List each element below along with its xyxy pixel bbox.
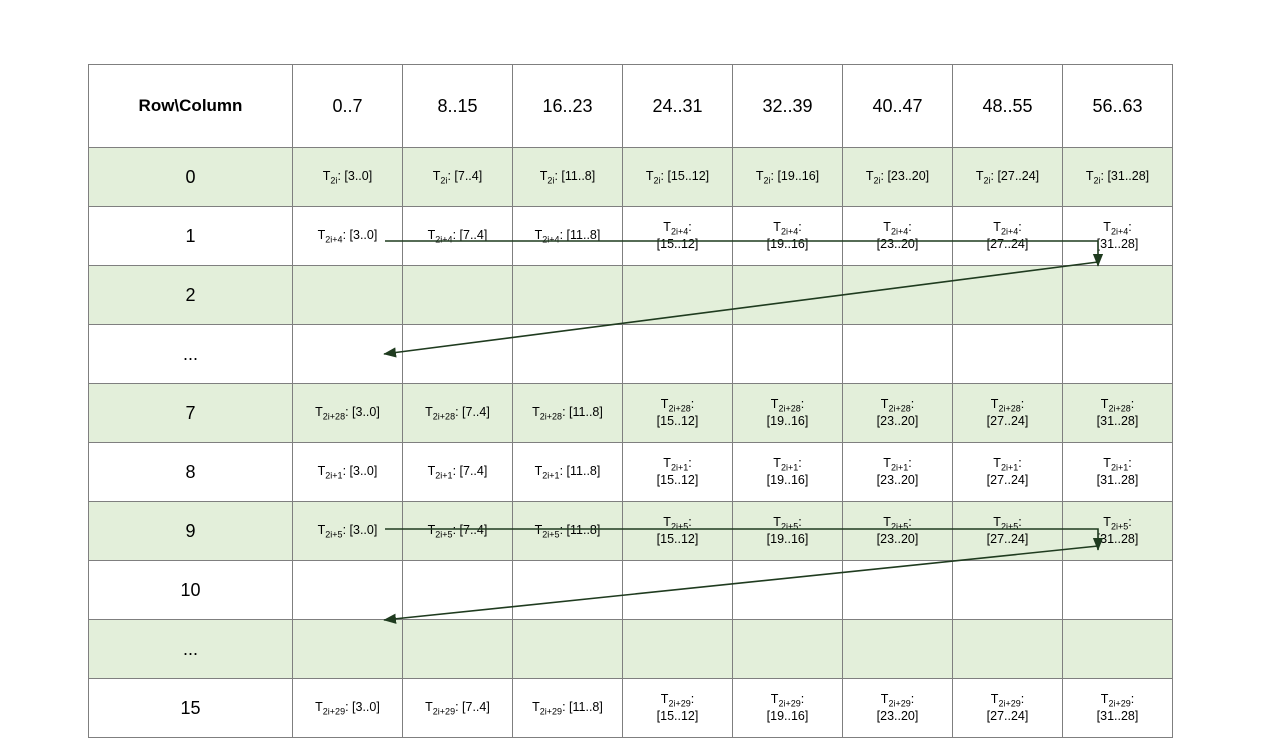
cell-subscript: 2i: [983, 175, 991, 186]
cell-subscript: 2i+29: [778, 698, 801, 709]
cell-symbol: $T_{2i+4}$:: [427, 227, 457, 245]
cell-symbol: $T_{2i+29}$:: [770, 692, 805, 709]
matrix-cell: [733, 502, 843, 561]
cell-line-1: [956, 397, 1059, 414]
cell-subscript: 2i+29: [539, 706, 563, 717]
cell-symbol: $T_{2i}$:: [645, 168, 664, 186]
cell-subscript: 2i+1: [435, 470, 453, 481]
cell-symbol: $T_{2i}$:: [1085, 168, 1104, 186]
cell-line-1: [846, 692, 949, 709]
matrix-cell: [953, 443, 1063, 502]
matrix-cell: $T_{2i+29}$: [3..0]: [293, 679, 403, 738]
cell-subscript: 2i+5: [542, 529, 560, 540]
cell-symbol: $T_{2i}$:: [432, 168, 451, 186]
cell-symbol: $T_{2i+4}$:: [773, 220, 802, 237]
matrix-cell: $T_{2i+28}$: [11..8]: [513, 384, 623, 443]
cell-symbol: $T_{2i}$:: [539, 168, 558, 186]
cell-symbol: $T_{2i+28}$:: [425, 404, 459, 422]
matrix-cell: [1063, 443, 1173, 502]
row-label: 2: [89, 266, 293, 325]
cell-symbol: $T_{2i+1}$:: [773, 456, 802, 473]
cell-symbol: $T_{2i+1}$:: [427, 463, 457, 481]
matrix-cell-empty: [293, 620, 403, 679]
row-label: 8: [89, 443, 293, 502]
cell-line-2: [15..12]: [656, 473, 699, 488]
matrix-cell-empty: [733, 325, 843, 384]
cell-symbol: $T_{2i+5}$:: [534, 522, 564, 540]
cell-symbol: $T_{2i+1}$:: [883, 456, 912, 473]
cell-line-1: [626, 456, 729, 473]
header-col-5: 40..47: [843, 65, 953, 148]
cell-line-2: [15..12]: [656, 237, 699, 252]
cell-subscript: 2i+28: [539, 411, 563, 422]
matrix-cell: [623, 443, 733, 502]
cell-line-1: [956, 692, 1059, 709]
cell-symbol: $T_{2i}$:: [975, 168, 994, 186]
matrix-cell-empty: [733, 266, 843, 325]
cell-subscript: 2i+28: [668, 403, 691, 414]
cell-line-1: [1066, 456, 1169, 473]
matrix-cell: $T_{2i+29}$: [7..4]: [403, 679, 513, 738]
header-col-2: 16..23: [513, 65, 623, 148]
cell-subscript: 2i+4: [780, 226, 799, 237]
matrix-cell: [733, 207, 843, 266]
cell-subscript: 2i+29: [888, 698, 911, 709]
cell-line-1: [626, 692, 729, 709]
cell-subscript: 2i+29: [322, 706, 346, 717]
cell-subscript: 2i+4: [670, 226, 689, 237]
matrix-cell: $T_{2i}$: [27..24]: [953, 148, 1063, 207]
cell-subscript: 2i+4: [542, 234, 560, 245]
cell-line-2: [31..28]: [1096, 414, 1139, 429]
cell-line-1: [1066, 397, 1169, 414]
cell-line-2: [19..16]: [766, 414, 809, 429]
matrix-cell-empty: [403, 266, 513, 325]
cell-line-2: [23..20]: [876, 237, 919, 252]
cell-symbol: $T_{2i}$:: [322, 168, 341, 186]
table-row: [89, 207, 1173, 266]
cell-symbol: $T_{2i+5}$:: [773, 515, 802, 532]
cell-symbol: $T_{2i+1}$:: [534, 463, 564, 481]
matrix-cell: [843, 679, 953, 738]
cell-symbol: $T_{2i+28}$:: [315, 404, 349, 422]
matrix-cell-empty: [733, 620, 843, 679]
cell-line-1: [736, 220, 839, 237]
cell-line-2: [31..28]: [1096, 237, 1139, 252]
cell-symbol: $T_{2i+29}$:: [880, 692, 915, 709]
matrix-cell-empty: [513, 620, 623, 679]
cell-symbol: $T_{2i}$:: [755, 168, 774, 186]
matrix-cell: $T_{2i}$: [15..12]: [623, 148, 733, 207]
matrix-cell: [1063, 502, 1173, 561]
cell-line-1: [1066, 692, 1169, 709]
cell-subscript: 2i+28: [998, 403, 1021, 414]
matrix-cell: [733, 443, 843, 502]
cell-line-1: [626, 220, 729, 237]
cell-subscript: 2i+5: [670, 521, 689, 532]
cell-subscript: 2i+5: [780, 521, 799, 532]
cell-subscript: 2i: [547, 175, 555, 186]
cell-line-2: [27..24]: [986, 237, 1029, 252]
layout-matrix-table: [88, 64, 1173, 738]
cell-symbol: $T_{2i+5}$:: [427, 522, 457, 540]
cell-subscript: 2i: [873, 175, 881, 186]
cell-symbol: $T_{2i+28}$:: [990, 397, 1025, 414]
matrix-cell: $T_{2i}$: [7..4]: [403, 148, 513, 207]
cell-line-2: [23..20]: [876, 414, 919, 429]
matrix-cell-empty: [843, 561, 953, 620]
cell-subscript: 2i+5: [325, 529, 343, 540]
matrix-cell: $T_{2i+29}$: [11..8]: [513, 679, 623, 738]
matrix-cell-empty: [623, 266, 733, 325]
matrix-cell: [953, 679, 1063, 738]
cell-subscript: 2i: [763, 175, 771, 186]
table-row: [89, 443, 1173, 502]
cell-subscript: 2i+5: [1110, 521, 1129, 532]
header-col-3: 24..31: [623, 65, 733, 148]
matrix-cell-empty: [1063, 620, 1173, 679]
matrix-cell: [1063, 679, 1173, 738]
cell-line-1: [626, 397, 729, 414]
cell-line-2: [15..12]: [656, 414, 699, 429]
cell-line-2: [19..16]: [766, 473, 809, 488]
matrix-cell: $T_{2i}$: [23..20]: [843, 148, 953, 207]
cell-line-1: [1066, 220, 1169, 237]
row-label: 10: [89, 561, 293, 620]
matrix-cell: [953, 502, 1063, 561]
cell-symbol: $T_{2i+1}$:: [1103, 456, 1132, 473]
row-label: 7: [89, 384, 293, 443]
matrix-cell: [953, 384, 1063, 443]
matrix-cell: [623, 679, 733, 738]
cell-subscript: 2i+28: [778, 403, 801, 414]
header-col-7: 56..63: [1063, 65, 1173, 148]
matrix-cell: [1063, 207, 1173, 266]
cell-line-1: [736, 515, 839, 532]
cell-subscript: 2i+5: [435, 529, 453, 540]
matrix-cell-empty: [293, 266, 403, 325]
matrix-cell-empty: [843, 620, 953, 679]
table-header: [89, 65, 1173, 148]
cell-subscript: 2i+1: [780, 462, 799, 473]
cell-symbol: $T_{2i+5}$:: [993, 515, 1022, 532]
cell-subscript: 2i+5: [890, 521, 909, 532]
matrix-cell: $T_{2i+1}$: [7..4]: [403, 443, 513, 502]
cell-subscript: 2i+4: [1110, 226, 1129, 237]
cell-line-1: [846, 456, 949, 473]
cell-line-2: [27..24]: [986, 709, 1029, 724]
cell-symbol: $T_{2i+28}$:: [770, 397, 805, 414]
cell-line-1: [626, 515, 729, 532]
cell-subscript: 2i+29: [998, 698, 1021, 709]
cell-subscript: 2i+29: [668, 698, 691, 709]
matrix-cell: $T_{2i+4}$: [11..8]: [513, 207, 623, 266]
matrix-cell: [843, 443, 953, 502]
cell-symbol: $T_{2i+5}$:: [317, 522, 347, 540]
matrix-cell-empty: [623, 561, 733, 620]
matrix-cell: $T_{2i}$: [3..0]: [293, 148, 403, 207]
matrix-cell-empty: [953, 620, 1063, 679]
row-label: ...: [89, 325, 293, 384]
matrix-cell: [623, 384, 733, 443]
cell-subscript: 2i+4: [435, 234, 453, 245]
cell-line-2: [19..16]: [766, 532, 809, 547]
header-col-1: 8..15: [403, 65, 513, 148]
cell-line-2: [23..20]: [876, 473, 919, 488]
cell-subscript: 2i+28: [322, 411, 346, 422]
matrix-cell: [953, 207, 1063, 266]
table-row: [89, 620, 1173, 679]
matrix-cell-empty: [1063, 266, 1173, 325]
cell-subscript: 2i: [1093, 175, 1101, 186]
cell-line-2: [19..16]: [766, 709, 809, 724]
cell-subscript: 2i+1: [1000, 462, 1019, 473]
table-row: [89, 502, 1173, 561]
matrix-cell-empty: [403, 561, 513, 620]
cell-subscript: 2i+29: [432, 706, 456, 717]
matrix-cell: [843, 384, 953, 443]
cell-symbol: $T_{2i+29}$:: [660, 692, 695, 709]
matrix-cell-empty: [953, 561, 1063, 620]
cell-subscript: 2i: [330, 175, 338, 186]
cell-line-1: [846, 515, 949, 532]
cell-symbol: $T_{2i+28}$:: [1100, 397, 1135, 414]
matrix-cell-empty: [513, 266, 623, 325]
cell-subscript: 2i+29: [1108, 698, 1131, 709]
matrix-cell: [843, 502, 953, 561]
cell-line-2: [23..20]: [876, 709, 919, 724]
cell-line-2: [27..24]: [986, 414, 1029, 429]
matrix-cell-empty: [403, 325, 513, 384]
table-row: [89, 266, 1173, 325]
matrix-cell-empty: [733, 561, 843, 620]
cell-subscript: 2i+4: [1000, 226, 1019, 237]
cell-symbol: $T_{2i+4}$:: [534, 227, 564, 245]
table-row: [89, 148, 1173, 207]
matrix-cell-empty: [843, 266, 953, 325]
cell-symbol: $T_{2i+1}$:: [993, 456, 1022, 473]
row-label: 0: [89, 148, 293, 207]
matrix-cell-empty: [293, 325, 403, 384]
cell-line-2: [15..12]: [656, 532, 699, 547]
header-row: [89, 65, 1173, 148]
matrix-cell: $T_{2i+5}$: [3..0]: [293, 502, 403, 561]
matrix-cell: $T_{2i+1}$: [11..8]: [513, 443, 623, 502]
cell-line-2: [15..12]: [656, 709, 699, 724]
cell-symbol: $T_{2i+29}$:: [990, 692, 1025, 709]
row-label: 15: [89, 679, 293, 738]
cell-line-2: [31..28]: [1096, 709, 1139, 724]
cell-subscript: 2i+28: [1108, 403, 1131, 414]
header-col-6: 48..55: [953, 65, 1063, 148]
matrix-cell-empty: [513, 325, 623, 384]
matrix-cell: [733, 679, 843, 738]
matrix-cell: [623, 207, 733, 266]
matrix-cell: $T_{2i+5}$: [7..4]: [403, 502, 513, 561]
matrix-cell: $T_{2i}$: [11..8]: [513, 148, 623, 207]
matrix-cell-empty: [953, 266, 1063, 325]
cell-symbol: $T_{2i+1}$:: [663, 456, 692, 473]
matrix-cell-empty: [513, 561, 623, 620]
matrix-cell: [843, 207, 953, 266]
cell-line-1: [736, 692, 839, 709]
cell-subscript: 2i+4: [325, 234, 343, 245]
table-row: [89, 325, 1173, 384]
matrix-cell: [733, 384, 843, 443]
cell-symbol: $T_{2i+28}$:: [880, 397, 915, 414]
cell-line-1: [1066, 515, 1169, 532]
matrix-cell-empty: [1063, 325, 1173, 384]
table-row: [89, 561, 1173, 620]
cell-line-1: [736, 456, 839, 473]
cell-symbol: $T_{2i}$:: [865, 168, 884, 186]
cell-symbol: $T_{2i+29}$:: [1100, 692, 1135, 709]
cell-symbol: $T_{2i+28}$:: [532, 404, 566, 422]
header-row-column-label: Row\Column: [89, 65, 293, 148]
cell-line-2: [31..28]: [1096, 473, 1139, 488]
matrix-cell: $T_{2i+4}$: [7..4]: [403, 207, 513, 266]
row-label: ...: [89, 620, 293, 679]
cell-subscript: 2i+1: [542, 470, 560, 481]
matrix-cell: $T_{2i+1}$: [3..0]: [293, 443, 403, 502]
matrix-cell: $T_{2i}$: [19..16]: [733, 148, 843, 207]
table-row: [89, 679, 1173, 738]
cell-symbol: $T_{2i+4}$:: [663, 220, 692, 237]
cell-line-2: [27..24]: [986, 532, 1029, 547]
table-body: [89, 148, 1173, 738]
cell-subscript: 2i+28: [432, 411, 456, 422]
matrix-cell-empty: [843, 325, 953, 384]
cell-subscript: 2i+1: [325, 470, 343, 481]
matrix-cell-empty: [1063, 561, 1173, 620]
matrix-cell: $T_{2i}$: [31..28]: [1063, 148, 1173, 207]
cell-symbol: $T_{2i+29}$:: [425, 699, 459, 717]
cell-subscript: 2i+1: [890, 462, 909, 473]
cell-subscript: 2i: [653, 175, 661, 186]
row-label: 1: [89, 207, 293, 266]
cell-symbol: $T_{2i+4}$:: [993, 220, 1022, 237]
cell-line-1: [956, 456, 1059, 473]
cell-symbol: $T_{2i+4}$:: [317, 227, 347, 245]
cell-line-2: [31..28]: [1096, 532, 1139, 547]
cell-line-2: [23..20]: [876, 532, 919, 547]
matrix-cell: $T_{2i+28}$: [3..0]: [293, 384, 403, 443]
cell-subscript: 2i+28: [888, 403, 911, 414]
matrix-cell: $T_{2i+4}$: [3..0]: [293, 207, 403, 266]
cell-line-1: [846, 220, 949, 237]
cell-symbol: $T_{2i+1}$:: [317, 463, 347, 481]
matrix-cell-empty: [293, 561, 403, 620]
matrix-cell-empty: [623, 620, 733, 679]
cell-line-2: [27..24]: [986, 473, 1029, 488]
cell-symbol: $T_{2i+5}$:: [1103, 515, 1132, 532]
cell-subscript: 2i+5: [1000, 521, 1019, 532]
cell-subscript: 2i: [440, 175, 448, 186]
matrix-cell-empty: [623, 325, 733, 384]
matrix-cell: $T_{2i+28}$: [7..4]: [403, 384, 513, 443]
matrix-cell: $T_{2i+5}$: [11..8]: [513, 502, 623, 561]
matrix-cell-empty: [953, 325, 1063, 384]
cell-line-1: [736, 397, 839, 414]
cell-line-1: [956, 220, 1059, 237]
row-label: 9: [89, 502, 293, 561]
cell-line-2: [19..16]: [766, 237, 809, 252]
cell-line-1: [956, 515, 1059, 532]
cell-symbol: $T_{2i+4}$:: [1103, 220, 1132, 237]
cell-symbol: $T_{2i+29}$:: [532, 699, 566, 717]
cell-symbol: $T_{2i+28}$:: [660, 397, 695, 414]
matrix-cell: [1063, 384, 1173, 443]
cell-subscript: 2i+4: [890, 226, 909, 237]
cell-subscript: 2i+1: [1110, 462, 1129, 473]
cell-symbol: $T_{2i+5}$:: [663, 515, 692, 532]
matrix-cell-empty: [403, 620, 513, 679]
cell-symbol: $T_{2i+29}$:: [315, 699, 349, 717]
matrix-cell: [623, 502, 733, 561]
cell-subscript: 2i+1: [670, 462, 689, 473]
table-row: [89, 384, 1173, 443]
header-col-4: 32..39: [733, 65, 843, 148]
cell-symbol: $T_{2i+4}$:: [883, 220, 912, 237]
cell-symbol: $T_{2i+5}$:: [883, 515, 912, 532]
header-col-0: 0..7: [293, 65, 403, 148]
cell-line-1: [846, 397, 949, 414]
